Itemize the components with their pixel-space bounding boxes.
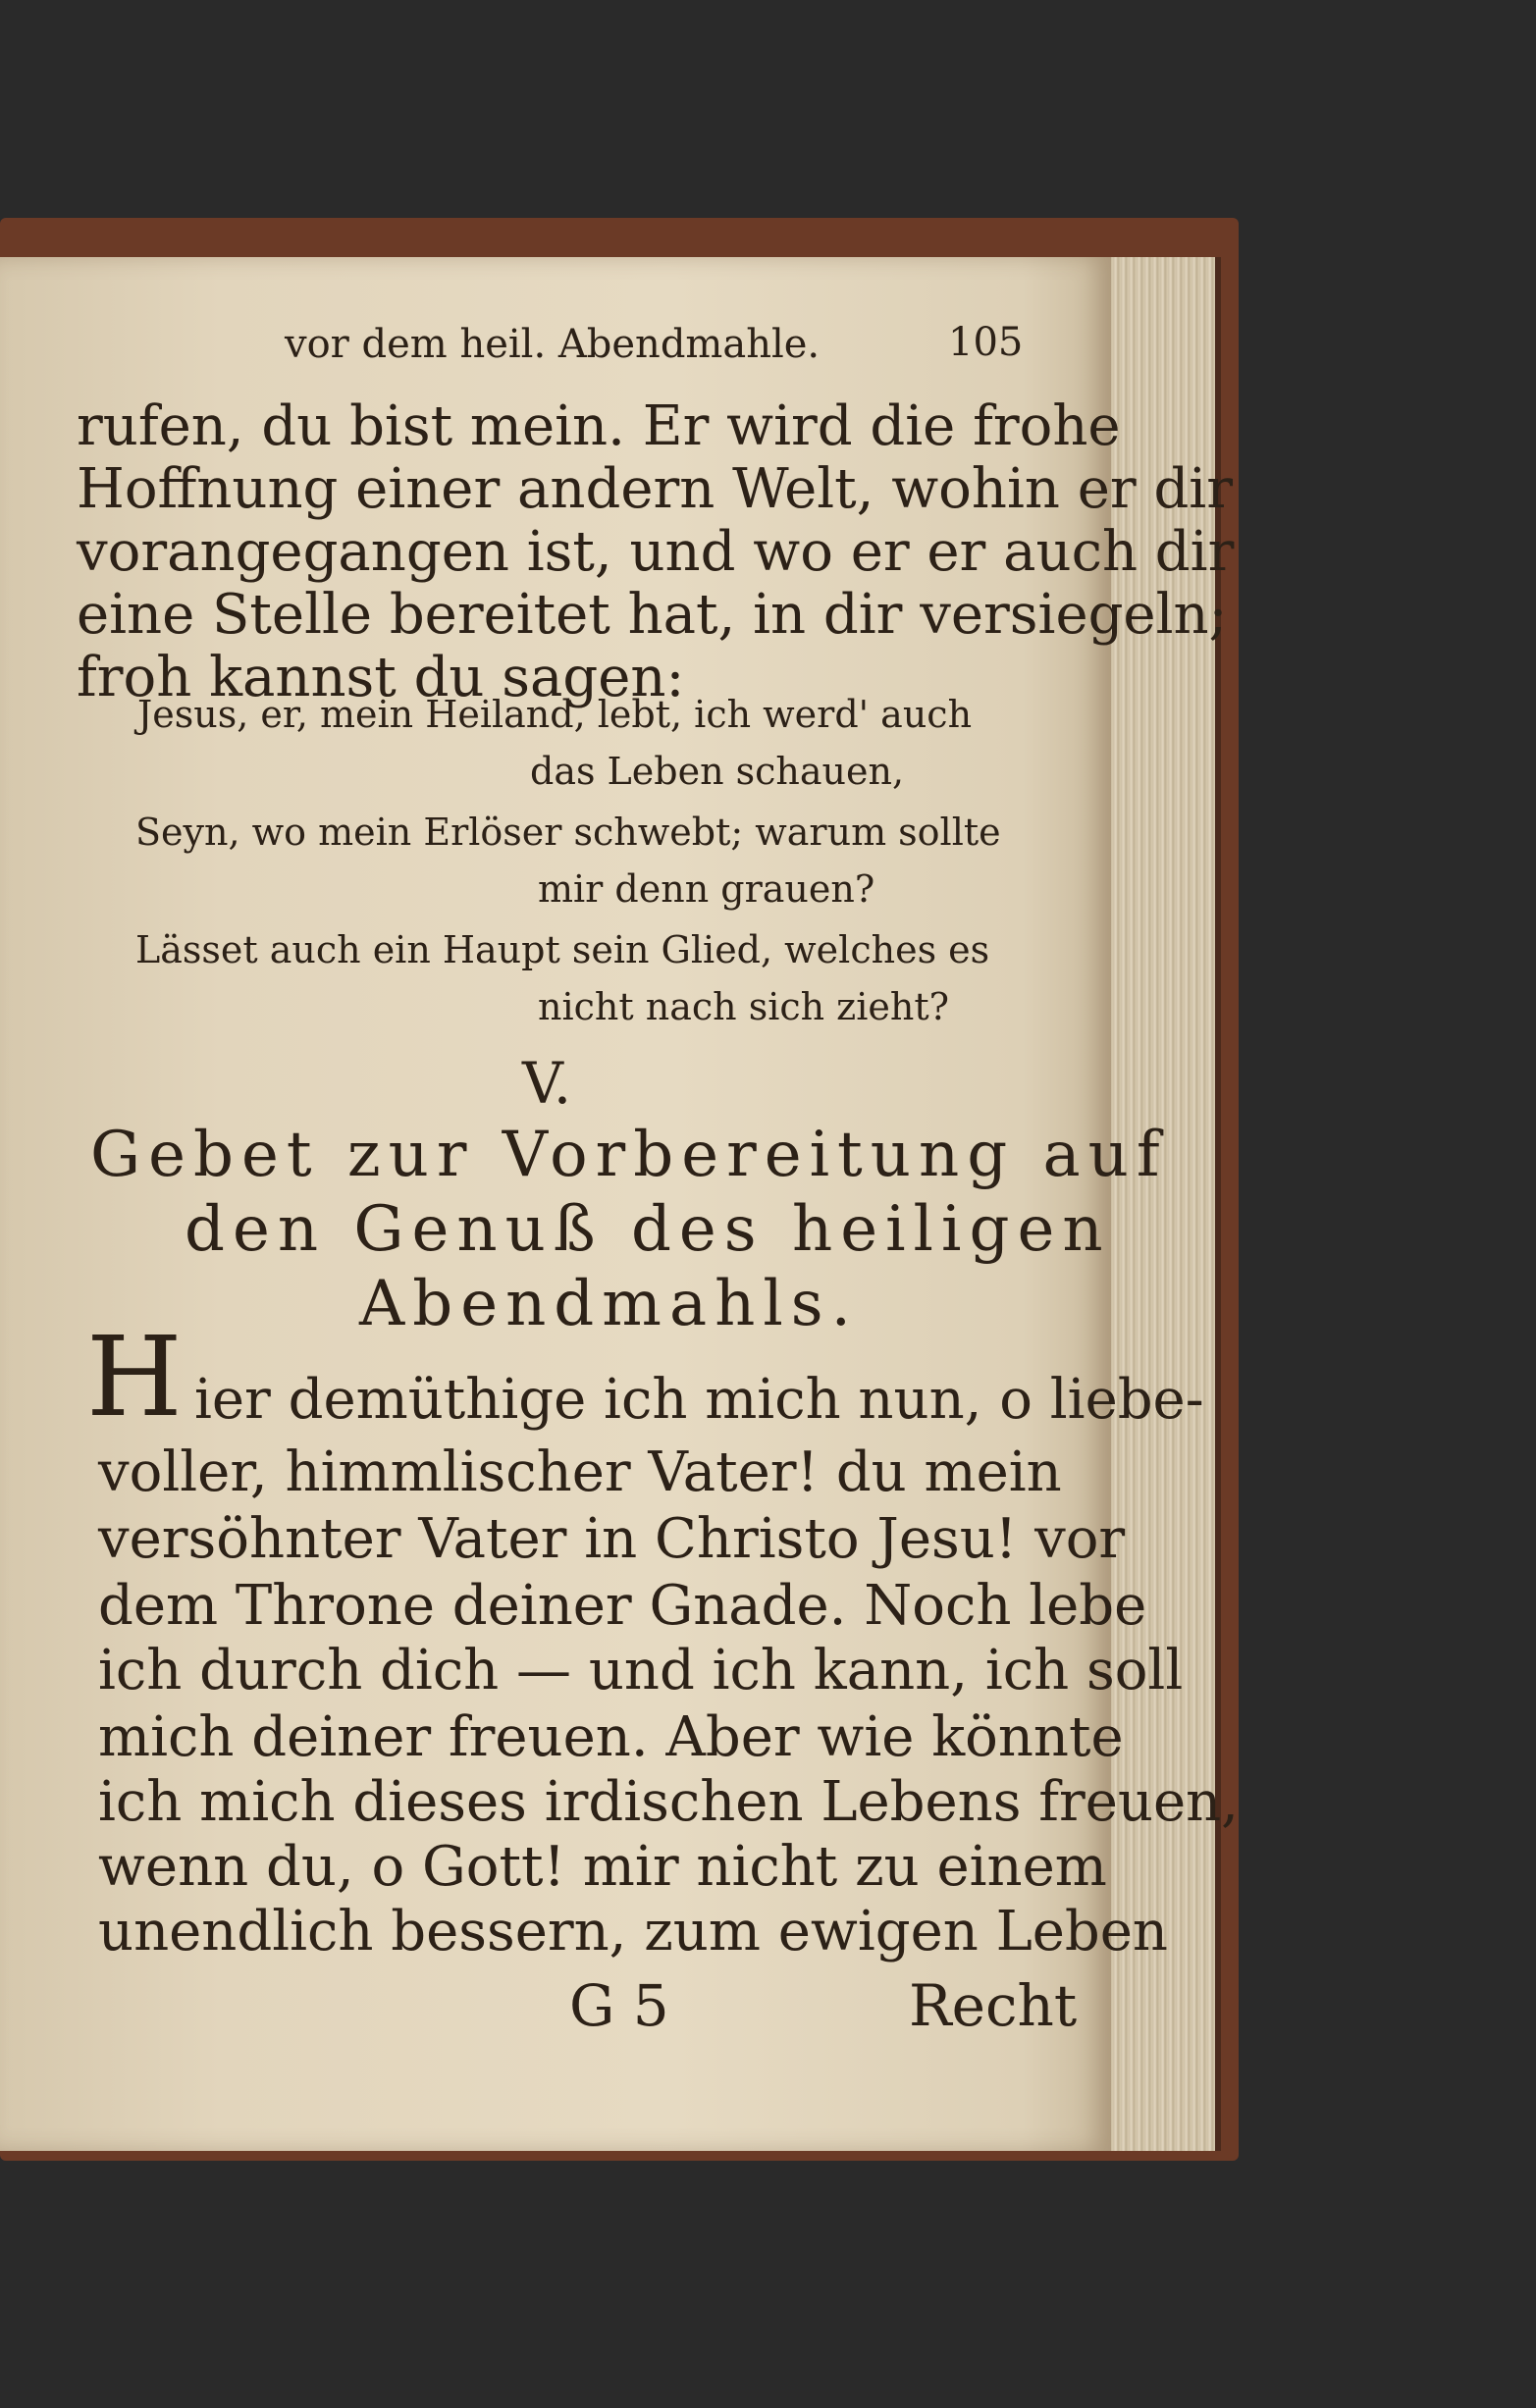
verse-line: das Leben schauen, bbox=[530, 750, 905, 793]
verse-line: mir denn grauen? bbox=[538, 867, 875, 911]
paragraph-line: eine Stelle bereitet hat, in dir versiegeln; bbox=[77, 583, 1228, 647]
prayer-line: wenn du, o Gott! mir nicht zu einem bbox=[98, 1835, 1107, 1899]
paragraph-line: froh kannst du sagen: bbox=[77, 646, 685, 709]
paragraph-line: vorangegangen ist, und wo er er auch dir bbox=[77, 520, 1235, 584]
section-number: V. bbox=[522, 1050, 572, 1117]
prayer-line: unendlich bessern, zum ewigen Leben bbox=[98, 1900, 1168, 1963]
paragraph-line: rufen, du bist mein. Er wird die frohe bbox=[77, 394, 1121, 458]
prayer-line: voller, himmlischer Vater! du mein bbox=[98, 1440, 1062, 1504]
section-heading-line: Gebet zur Vorbereitung auf bbox=[90, 1119, 1168, 1191]
prayer-line: dem Throne deiner Gnade. Noch lebe bbox=[98, 1574, 1147, 1638]
prayer-line: ich mich dieses irdischen Lebens freuen, bbox=[98, 1770, 1239, 1834]
running-head: vor dem heil. Abendmahle. bbox=[285, 322, 821, 367]
section-heading-line: den Genuß des heiligen bbox=[185, 1193, 1111, 1266]
verse-line: Seyn, wo mein Erlöser schwebt; warum sollte bbox=[135, 811, 1001, 854]
drop-cap: H bbox=[86, 1314, 183, 1441]
prayer-line: versöhnter Vater in Christo Jesu! vor bbox=[98, 1507, 1126, 1571]
verse-line: Jesus, er, mein Heiland, lebt, ich werd' auch bbox=[137, 693, 973, 736]
signature-mark: G 5 bbox=[569, 1972, 669, 2039]
prayer-line: ich durch dich — und ich kann, ich soll bbox=[98, 1639, 1184, 1702]
page-number: 105 bbox=[948, 320, 1024, 365]
paragraph-line: Hoffnung einer andern Welt, wohin er dir bbox=[77, 457, 1233, 521]
catchword: Recht bbox=[909, 1972, 1078, 2039]
section-heading-line: Abendmahls. bbox=[359, 1268, 859, 1340]
verse-line: Lässet auch ein Haupt sein Glied, welches es bbox=[135, 928, 990, 971]
verse-line: nicht nach sich zieht? bbox=[538, 985, 949, 1028]
prayer-line: ier demüthige ich mich nun, o liebe- bbox=[194, 1368, 1204, 1432]
prayer-line: mich deiner freuen. Aber wie könnte bbox=[98, 1705, 1124, 1769]
